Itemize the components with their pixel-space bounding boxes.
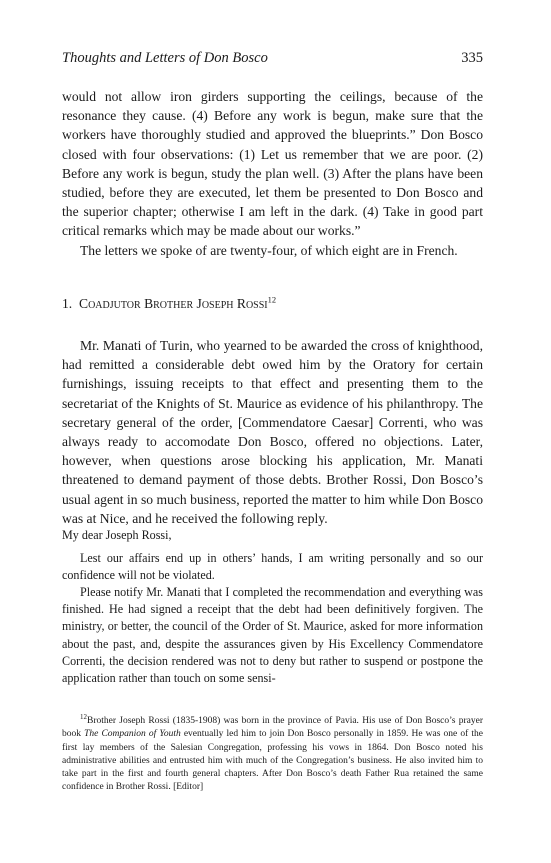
footnote-text: Brother Joseph Rossi (1835-1908) was born in the province of Pavia. His use of Don Bosco’s prayer book [62, 716, 483, 740]
footnote-book-title: The Companion of Youth [84, 729, 181, 740]
section-number: 1. [62, 296, 73, 311]
footnote [62, 712, 484, 795]
footnote-marker: 12 [80, 712, 87, 721]
footnote-text: eventually led him to join Don Bosco personally in 1859. He was one of the first lay members of the Salesian Congregation, professing his vows in 1864. Don Bosco noted his administrative abilities and entrusted him with much of the Congregation’s business. He also invited him to take part in the first and fourth general chapters. After Don Bosco’s death Father Rua retained the same confidence in Brother Rossi. [Editor] [62, 729, 484, 793]
section-heading [62, 296, 276, 312]
intro-block [62, 336, 483, 528]
intro-paragraph: Mr. Manati of Turin, who yearned to be awarded the cross of knighthood, had remitted a considerable debt owed him by the Oratory for certain furnishings, issuing receipts to that effect and presenting them to the secretariat of the Knights of St. Maurice as evidence of his philanthropy. The secretary general of the order, [Commendatore Caesar] Correnti, who was always ready to accomodate Don Bosco, offered no objections. Later, however, when questions arose blocking his application, Mr. Manati threatened to demand payment of those debts. Brother Rossi, Don Bosco’s usual agent in so much business, reported the matter to him while Don Bosco was at Nice, and he received the following reply. [62, 338, 483, 526]
letter-paragraph: Please notify Mr. Manati that I completed the recommendation and everything was finished. He had signed a receipt that the debt had been definitively forgiven. The ministry, or better, the council of the Order of St. Maurice, asked for more information about the past, and, despite the assurances given by His Excellency Commendatore Correnti, the decision rendered was not to deny but rather to suspend or postpone the application rather than touch on some sensi- [62, 585, 483, 685]
footnote-reference: 12 [267, 294, 277, 305]
page-number: 335 [461, 50, 483, 66]
letter-salutation: My dear Joseph Rossi, [62, 528, 172, 542]
running-header [62, 50, 483, 72]
section-title: Coadjutor Brother Joseph Rossi [79, 296, 268, 311]
footnote-block [62, 712, 484, 795]
letter-paragraph: Lest our affairs end up in others’ hands, I am writing personally and so our confidence will not be violated. [62, 551, 483, 583]
running-title: Thoughts and Letters of Don Bosco [62, 50, 268, 66]
letter-block [62, 527, 483, 687]
letters-note: The letters we spoke of are twenty-four, of which eight are in French. [80, 242, 458, 258]
continuation-paragraph: would not allow iron girders supporting the ceilings, because of the resonance they cause. (4) Before any work is begun, make sure that the workers have thoroughly studied and approved the blueprints.” Don Bosco closed with four observations: (1) Let us remember that we are poor. (2) Before any work is begun, study the plan well. (3) After the plans have been studied, before they are executed, let them be presented to Don Bosco and the superior chapter; otherwise I am left in the dark. (4) Take in good part critical remarks which may be made about our works.” [62, 89, 483, 239]
continuation-block [62, 87, 483, 260]
